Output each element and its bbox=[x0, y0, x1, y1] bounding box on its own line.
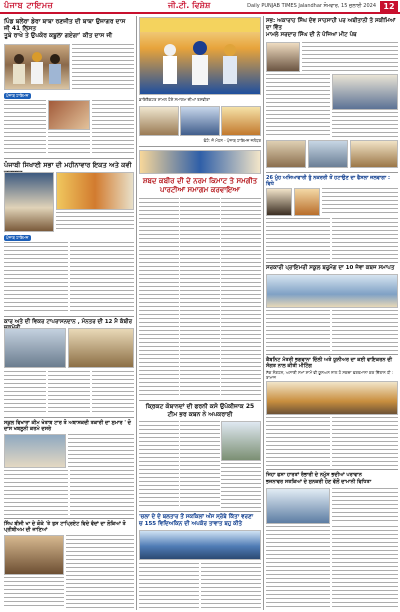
s14-body-b bbox=[201, 563, 261, 609]
s2-credit: ਫੋਟੋ: ਜੋ ਮੋਹਨ - ਪੰਜਾਬ ਟਾਇਮਜ਼ ਜਲੰਧਰ bbox=[203, 138, 261, 143]
s3-body-b bbox=[4, 242, 68, 314]
s11-headline: ਸਕੂਲ ਵਿਖਾਰਾ ਕੀਮ ਖੇਤਾਬ ਟਾਰ ਤੋ ਅਬਾਸਕਦੀ ਤਕਾਰੀ ਦਾ ਸੁਮਾਰ ' ਦੋ ਦਾਸ ਖਬਲੂਨੀ ਕਰਮੇ ਦਸਰੇ bbox=[4, 420, 131, 432]
s4-photo-2 bbox=[68, 328, 134, 368]
s2-caption: ਡਾਇਰੈਕਟਰ ਸ਼ਾਮਲ ਹੋਏ ਸਮਾਗਮ ਦੀਆਂ ਤਸਵੀਰਾਂ bbox=[139, 97, 210, 102]
s5-body-b bbox=[180, 198, 220, 398]
s4-body-b bbox=[48, 371, 90, 415]
s13-body-a bbox=[66, 535, 134, 609]
divider bbox=[4, 518, 134, 519]
dateline: Daily PUNJAB TIMES Jalandhar ਸੋਮਵਾਰ, 15 ਜੁਲਾਈ 2024 bbox=[247, 3, 376, 9]
s1-body-b bbox=[4, 100, 46, 156]
s14-headline-2: ਚ 155 ਵਿਦਿਅਕਿਨ ਦੀ ਅਪਕੋਰ ਤਾਵਾਤ ਬਹੁ ਕੀਤੇ bbox=[139, 521, 243, 527]
s6-body-a bbox=[302, 42, 398, 72]
s6-photo-2 bbox=[266, 140, 306, 168]
s9-body-a bbox=[266, 417, 330, 467]
s2-photo-c bbox=[221, 106, 261, 136]
s12-body-a bbox=[332, 488, 398, 524]
masthead-bar bbox=[0, 0, 400, 14]
s7-headline: 26 ਮੂੰਹ ਅਜਿਆਵਾਰੀ ਤੂੰ ਨਕਰਰੀ ਤੋਂ ਹਟਾਉਣ ਦਾ ਫੈਸਲਾ ਜਲਵਾਗਾ : ਵਿਧੇ bbox=[266, 175, 390, 187]
s14-body-a bbox=[139, 563, 199, 609]
s10-photo bbox=[221, 421, 261, 461]
s9-photo bbox=[266, 381, 398, 415]
s13-photo bbox=[4, 535, 64, 575]
s5-headline: ਸ਼ਬਦ ਕਬੀਰ ਦੀ ਦੇ ਨਰਮ ਕਿਮਾਟ ਤੇ ਸਮਗੀਤ bbox=[142, 177, 258, 185]
s14-headline: 'ਚਲਾ ਦੇ ਦੇ ਬਲਤਾਰ ਤੋਂ ਸਕਕਿਲਾਂ ਅੰਸ ਸ੍ਰੋਬੇ ਕਿੱਤਾ ਵਰਣਾ bbox=[139, 514, 254, 520]
s4-body-c bbox=[92, 371, 134, 415]
s11-body-a bbox=[68, 434, 134, 468]
divider bbox=[139, 400, 261, 401]
s12-photo bbox=[266, 488, 330, 524]
s9-body-b bbox=[332, 417, 398, 467]
s12-headline-2: ਭਜਨਾਵਰ ਸਤਕਿਆਂ ਦੇ ਸੁਨਕਰੀ ਹੋਣ ਵੱਲੋਂ ਦਾਮਾਨੀ ਵਿਧਿਤਾ bbox=[266, 479, 372, 485]
s7-body-c bbox=[332, 218, 398, 260]
s6-photo-3 bbox=[308, 140, 348, 168]
s5-headline-2: ਪਾਰਟੀਆਂ ਸਮਾਗਮ ਕਰਵਾਇਆ bbox=[160, 186, 240, 194]
column-divider bbox=[263, 16, 264, 610]
s5-body-c bbox=[221, 198, 261, 398]
s9-headline: ਕੈਬਨਿਟ ਮੰਤਰੀ ਭਗਵਾਨਾ ਦਿੱਲੀ ਅਤੇ ਯੂਨੀਅਰ ਦਾ ਕਈ ਵਾਇਕਰਨ ਦੀ ਸੰਗਤ ਨਾਲ ਕੀਤੀ ਮੀਟਿੰਗ bbox=[266, 357, 393, 369]
divider bbox=[4, 158, 134, 159]
s3-headline: ਪੰਜਾਬੀ ਸਿਖਾਈ ਸਭਾ ਦੀ ਮਹੀਨਾਵਾਰ ਇਕਤ ਅਤੇ ਕਵੀ bbox=[4, 161, 132, 169]
divider bbox=[266, 469, 398, 470]
s3-photo bbox=[4, 172, 54, 232]
s5-body-a bbox=[139, 198, 179, 398]
s8-body-a bbox=[266, 310, 330, 352]
divider bbox=[139, 511, 261, 512]
s9-subheadline: ਸੱਕ ਸੰਗਠਨ, ਅਸਾਰੀ ਸਮਾਂ ਸ਼ਾਮੋਂ ਵੀ ਯੂਨਅਨ ਨਾਲ ਹੋ ਸਕਦਾ ਵਰਤਮਾਨਾ ਕਰ ਦਿੱਤਾਨ ਹੀ : ਰਾਮਾਜ bbox=[266, 370, 394, 380]
s6-photo-portrait bbox=[266, 42, 300, 72]
s12-headline: ਜਿਹਾ ਫਸਾ ਹਾਰਤਾਂ ਰੰਭਾਰੀ ਦੇ ਨਮੂੱਸ ਭਦੀਆਂ ਪਰਾਵਾਨ bbox=[266, 472, 362, 478]
s10-body-b bbox=[180, 421, 220, 509]
divider bbox=[266, 262, 398, 263]
s3-body-a bbox=[56, 212, 134, 232]
s12-body-c bbox=[332, 526, 398, 609]
s7-body-b bbox=[266, 218, 330, 260]
s8-body-b bbox=[332, 310, 398, 352]
s11-photo bbox=[4, 434, 66, 468]
divider bbox=[4, 316, 134, 317]
s2-photo-figures bbox=[140, 18, 261, 95]
s11-body-c bbox=[70, 470, 134, 516]
s6-body-c bbox=[332, 112, 398, 138]
divider bbox=[4, 417, 134, 418]
s8-headline: ਸਰਕਾਰੀ ਪ੍ਰਾਇਮਰੀ ਸਕੂਲ ਬਰੂਮੋਗ ਦਾ 10 ਜੇਵਾ ਕਬਜ ਸਮਾਪਤ bbox=[266, 265, 395, 271]
s1-tag: ਪੰਜਾਬ ਟਾਇਮਜ਼ bbox=[6, 93, 29, 98]
s8-photo bbox=[266, 274, 398, 308]
s1-photo-figures bbox=[5, 45, 70, 90]
page-number: 12 bbox=[380, 1, 398, 12]
divider bbox=[266, 354, 398, 355]
s3-tag: ਪੰਜਾਬ ਟਾਇਮਜ਼ bbox=[6, 235, 29, 240]
column-divider bbox=[136, 16, 137, 610]
s4-headline: ਕਾਰ ਅਤੇ ਦੀ ਵਿਕਰ ਟਾਪਰਾਸਨਦਾਨ , ਮੰਨਤਰ ਦੀ 12 ਮੈ ਕੰਬੀਰ bbox=[4, 319, 133, 325]
s10-headline-2: ਟੀਮ ਭਰ ਕਬਨ ਨੇ ਅਪਕਰਾਈ bbox=[167, 411, 233, 418]
s2-photo-a bbox=[139, 106, 179, 136]
s2-photo-b bbox=[180, 106, 220, 136]
s6-photo-group bbox=[332, 74, 398, 110]
s1-headline: ਪਿੰਡ ਬਲੇਰਾ ਡੇਰਾ ਬਾਬਾ ਰਣਜੀਤ ਦੀ ਬਾਬਾ ਉਜਾਗਰ ਦਾਸ ਜੀ 41 ਲਿਸਤ bbox=[4, 18, 126, 32]
s6-headline: ਸਭ: ਅਕਾਰਾਹ ਸਿੰਘ ਦੇਵ ਸਾਹਸਾਹੀ ਪਰ ਅਬੀਤਾਨੀ ਤੋ ਸਕੀਮਿਆਂ ਦਾ ਵਿੰਤ bbox=[266, 18, 396, 31]
s10-body-c bbox=[221, 463, 261, 509]
s13-body-b bbox=[4, 577, 64, 609]
s1-body-d bbox=[92, 100, 134, 156]
s7-photo-portrait bbox=[266, 188, 292, 216]
s12-body-b bbox=[266, 526, 330, 609]
s4-photo bbox=[4, 328, 66, 368]
s1-body-a bbox=[72, 44, 134, 90]
s11-body-b bbox=[4, 470, 68, 516]
s14-photo-group bbox=[139, 530, 261, 560]
s3-body-c bbox=[70, 242, 134, 314]
s2-photo-stage bbox=[139, 17, 261, 95]
s1-photo bbox=[4, 44, 70, 90]
s3-photo-2 bbox=[56, 172, 134, 210]
s1-photo-2 bbox=[48, 100, 90, 130]
s1-body-c bbox=[48, 132, 90, 156]
s7-photo-portrait-2 bbox=[294, 188, 320, 216]
divider bbox=[266, 172, 398, 173]
divider bbox=[139, 146, 261, 147]
s6-body-b bbox=[266, 74, 330, 138]
s1-headline-2: ਤੂਬੇ ਰਾਖੇ ਤੇ ਉਪਕੋਰ ਕਬੂਲਾ ਗਏਗਾ' ਕੀਤ ਦਾਸ ਜੀ bbox=[4, 32, 113, 39]
s5-photo bbox=[139, 150, 261, 174]
s10-headline: ਕ੍ਰਿਕਟ ਕੋਬਾਨਦਾਂ ਦੀ ਫਰਨੀ ਕਸੋ ਉਪੱਕੀਜਾਕ 25 bbox=[145, 403, 255, 410]
section-title: ਜੀ.ਟੀ. ਵਿਸ਼ੇਸ਼ bbox=[168, 1, 211, 10]
paper-brand: ਪੰਜਾਬ ਟਾਇਮਜ਼ bbox=[4, 1, 54, 10]
s4-body-a bbox=[4, 371, 46, 415]
s13-headline: ਸਿੰਘ ਬੀਜੀ ਖਾ ਦੇ ਕੋਕੇ 'ਤੇ ਤੁਸ ਟਾਪ੍ਰਿਏਟ ਵਿਦੇ ਵੰਦਾਂ ਦਾ ਲੋਕਿਆਂ ਤੋ ਪ੍ਰੀਬੀਅਮ ਦੀ ਜਾਣਿਆਂ bbox=[4, 521, 126, 533]
s6-photo-4 bbox=[350, 140, 398, 168]
s10-body-a bbox=[139, 421, 179, 509]
s6-headline-2: ਮਾਮਲੇ ਸਰਦਾਰ ਸਿੰਘ ਦੀ ਨੇ ਪੰਜਿਆਂ ਮੀਟ ਪੰਥ bbox=[266, 32, 357, 38]
s7-body-a bbox=[322, 188, 398, 216]
